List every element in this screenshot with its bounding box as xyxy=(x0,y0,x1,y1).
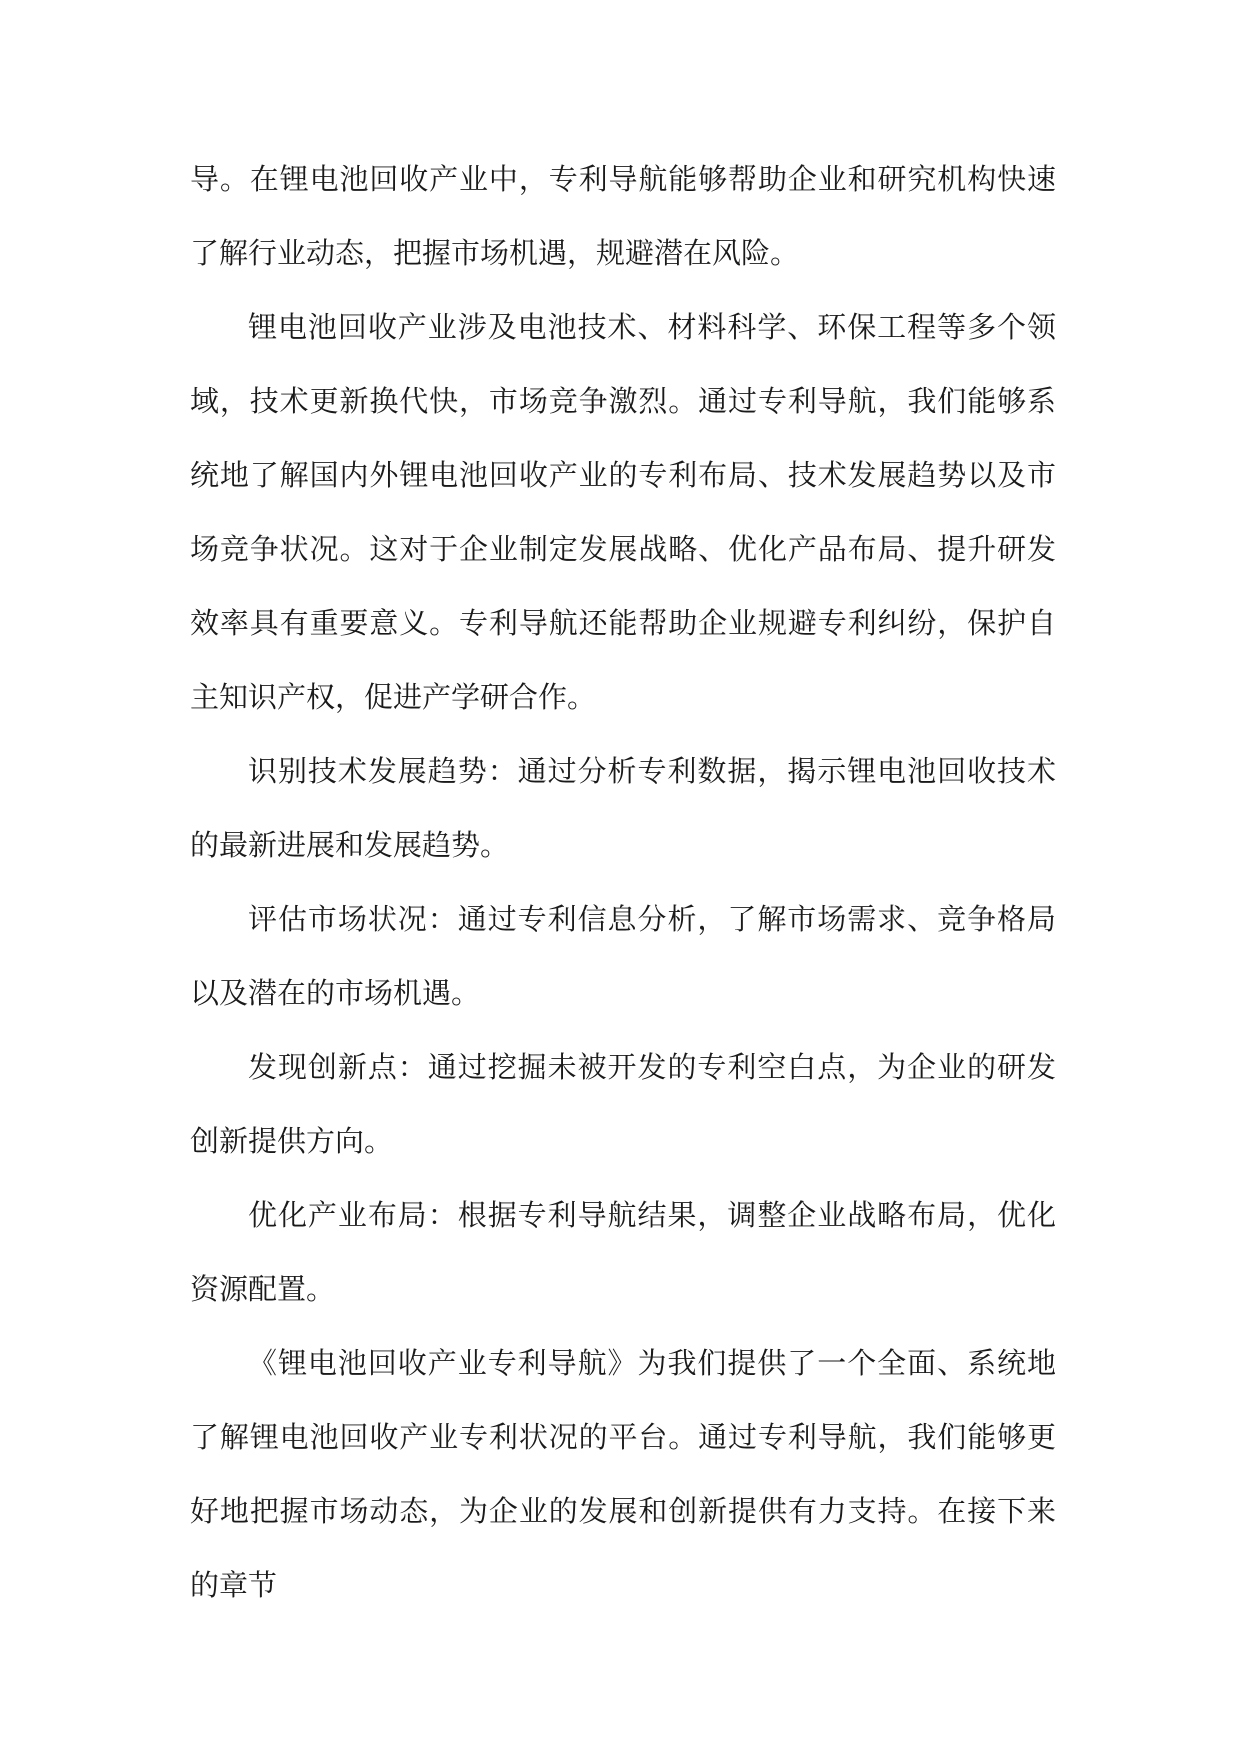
paragraph-4: 评估市场状况：通过专利信息分析，了解市场需求、竞争格局以及潜在的市场机遇。 xyxy=(190,902,1056,1010)
paragraph-7: 《锂电池回收产业专利导航》为我们提供了一个全面、系统地了解锂电池回收产业专利状况的平台。通过专利导航，我们能够更好地把握市场动态，为企业的发展和创新提供有力支持。在接下来的章节 xyxy=(190,1346,1056,1602)
document-body xyxy=(190,142,1056,1622)
paragraph-3: 识别技术发展趋势：通过分析专利数据，揭示锂电池回收技术的最新进展和发展趋势。 xyxy=(190,754,1056,862)
paragraph-1: 导。在锂电池回收产业中，专利导航能够帮助企业和研究机构快速了解行业动态，把握市场机遇，规避潜在风险。 xyxy=(190,162,1056,270)
paragraph-2: 锂电池回收产业涉及电池技术、材料科学、环保工程等多个领域，技术更新换代快，市场竞争激烈。通过专利导航，我们能够系统地了解国内外锂电池回收产业的专利布局、技术发展趋势以及市场竞争状况。这对于企业制定发展战略、优化产品布局、提升研发效率具有重要意义。专利导航还能帮助企业规避专利纠纷，保护自主知识产权，促进产学研合作。 xyxy=(190,310,1056,714)
paragraph-5: 发现创新点：通过挖掘未被开发的专利空白点，为企业的研发创新提供方向。 xyxy=(190,1050,1056,1158)
paragraph-6: 优化产业布局：根据专利导航结果，调整企业战略布局，优化资源配置。 xyxy=(190,1198,1056,1306)
